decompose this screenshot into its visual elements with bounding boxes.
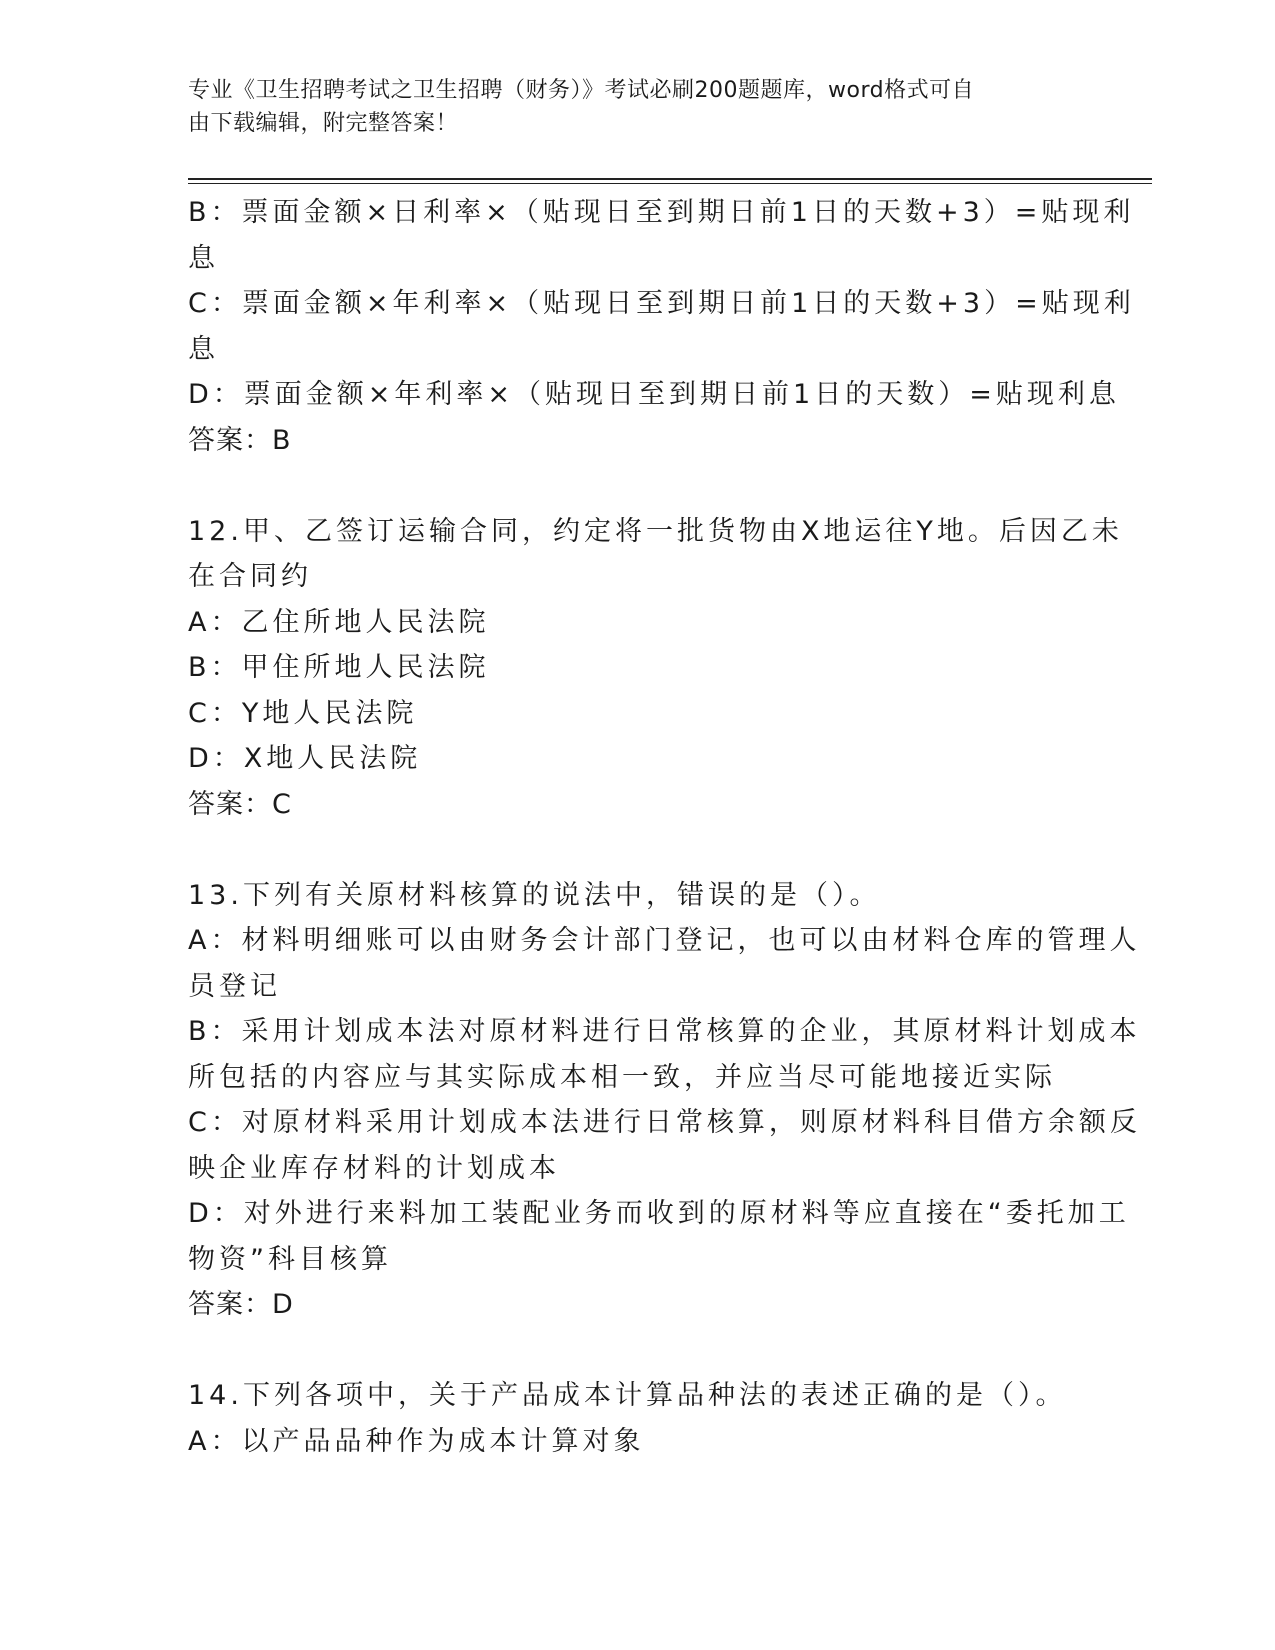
spacer [188,1328,1078,1374]
option-a: A：乙住所地人民法院 [188,606,490,638]
option-b-line-1: B：采用计划成本法对原材料进行日常核算的企业，其原材料计划成本 [188,1016,1141,1047]
header-line-1: 专业《卫生招聘考试之卫生招聘（财务）》考试必刷200题题库，word格式可自 [188,78,975,103]
option-a-line-2: 员登记 [188,970,281,1002]
question-13 [188,873,1141,1328]
option-a: A：以产品品种作为成本计算对象 [188,1425,645,1457]
option-b-line-2: 所包括的内容应与其实际成本相一致，并应当尽可能地接近实际 [188,1061,1056,1093]
question-11 [188,190,1135,463]
question-stem-line-1: 12.甲、乙签订运输合同，约定将一批货物由X地运往Y地。后因乙未 [188,515,1123,547]
spacer [188,463,1078,509]
spacer [188,827,1078,873]
header-line-2: 由下载编辑，附完整答案！ [188,111,459,136]
option-c: C：Y地人民法院 [188,697,418,729]
document-header [188,74,1068,140]
option-b: B：甲住所地人民法院 [188,652,490,683]
answer: 答案：B [188,424,292,456]
question-12 [188,509,1123,828]
answer: 答案：C [188,788,292,820]
header-divider-thin [188,183,1152,184]
option-b-line-2: 息 [188,242,219,274]
option-c-line-1: C：票面金额×年利率×（贴现日至到期日前1日的天数+3）=贴现利 [188,288,1135,319]
option-c-line-2: 息 [188,333,219,365]
question-body [188,190,1141,1464]
option-c-line-2: 映企业库存材料的计划成本 [188,1152,560,1184]
option-c-line-1: C：对原材料采用计划成本法进行日常核算，则原材料科目借方余额反 [188,1107,1141,1138]
option-d: D：X地人民法院 [188,743,422,774]
option-b-line-1: B：票面金额×日利率×（贴现日至到期日前1日的天数+3）=贴现利 [188,197,1135,228]
answer: 答案：D [188,1289,294,1320]
header-divider-thick [188,178,1152,180]
option-a-line-1: A：材料明细账可以由财务会计部门登记，也可以由材料仓库的管理人 [188,925,1141,956]
question-14 [188,1373,1078,1464]
option-d: D：票面金额×年利率×（贴现日至到期日前1日的天数）=贴现利息 [188,379,1120,410]
question-stem-line-2: 在合同约 [188,561,312,592]
option-d-line-1: D：对外进行来料加工装配业务而收到的原材料等应直接在“委托加工 [188,1198,1130,1229]
question-stem: 13.下列有关原材料核算的说法中，错误的是（）。 [188,879,881,911]
question-stem: 14.下列各项中，关于产品成本计算品种法的表述正确的是（）。 [188,1380,1067,1411]
option-d-line-2: 物资”科目核算 [188,1243,392,1275]
